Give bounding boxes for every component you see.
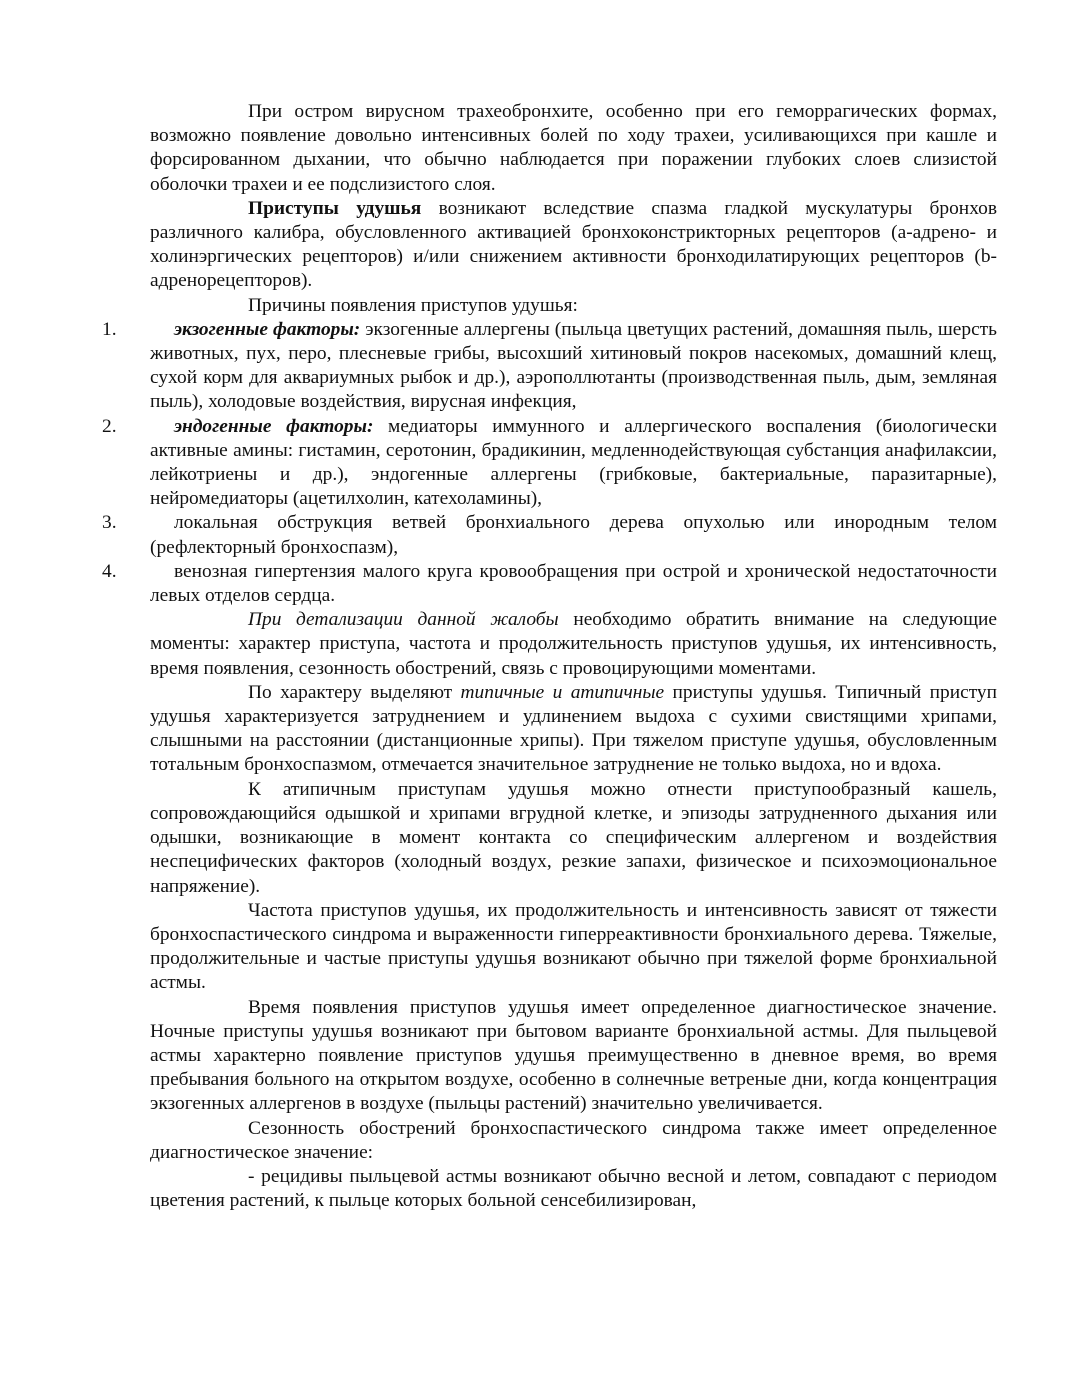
paragraph-complaint-details	[150, 608, 997, 681]
paragraph-causes-heading: Причины появления приступов удушья:	[248, 294, 578, 316]
list-item-text: венозная гипертензия малого круга кровообращения при острой и хронической недостаточности левых отделов сердца.	[150, 560, 997, 607]
paragraph-asthma-attacks-text: возникают вследствие спазма гладкой мускулатуры бронхов различного калибра, обусловленного активацией бронхоконстрикторных рецепторов (а-адрено- и холинэргических рецепторов) и/или снижением активности бронходилатирующих рецепторов (b-адренорецепторов).	[150, 197, 997, 292]
list-item-text: локальная обструкция ветвей бронхиального дерева опухолью или инородным телом (рефлекторный бронхоспазм),	[150, 512, 997, 558]
list-item	[102, 318, 997, 415]
term-asthma-attacks: Приступы удушья	[248, 197, 422, 219]
list-item-text: экзогенные аллергены (пыльца цветущих растений, домашняя пыль, шерсть животных, пух, перо, плесневые грибы, высохший хитиновый покров насекомых, домашний клещ, сухой корм для аквариумных рыбок и др.), аэрополлютанты (производственная пыль, дым, земляная пыль), холодовые воздействия, вирусная инфекция,	[150, 318, 997, 413]
list-item-number: 3.	[102, 512, 117, 534]
paragraph-attack-frequency: Частота приступов удушья, их продолжительность и интенсивность зависят от тяжести бронхоспастического синдрома и выраженности гиперреактивности бронхиального дерева. Тяжелые, продолжительные и частые приступы удушья возникают обычно при тяжелой форме бронхиальной астмы.	[150, 899, 997, 994]
list-item-number: 4.	[102, 560, 117, 582]
list-item	[102, 511, 997, 559]
causes-list	[102, 318, 997, 608]
list-item-number: 2.	[102, 415, 117, 437]
paragraph-tracheobronchitis: При остром вирусном трахеобронхите, особенно при его геморрагических формах, возможно появление довольно интенсивных болей по ходу трахеи, усиливающихся при кашле и форсированном дыхании, что обычно наблюдается при поражении глубоких слоев слизистой оболочки трахеи и ее подслизистого слоя.	[150, 101, 997, 195]
paragraph-seasonality: Сезонность обострений бронхоспастического синдрома также имеет определенное диагностическое значение:	[150, 1117, 997, 1163]
list-item	[102, 415, 997, 512]
paragraph-attack-character-text: приступы удушья. Типичный приступ удушья характеризуется затруднением и удлинением выдоха с сухими свистящими хрипами, слышными на расстоянии (дистанционные хрипы). При тяжелом приступе удушья, обусловленным тотальным бронхоспазмом, отмечается значительное затруднение не только выдоха, но и вдоха.	[150, 681, 997, 776]
list-item-lead: эндогенные факторы:	[174, 415, 374, 437]
list-item	[102, 560, 997, 608]
emphasis-complaint-details: При детализации данной жалобы	[248, 609, 559, 631]
paragraph-atypical-attacks: К атипичным приступам удушья можно отнести приступообразный кашель, сопровождающийся одышкой и хрипами вгрудной клетке, и эпизоды затрудненного дыхания или одышки, возникающие в момент контакта со специфическим аллергеном и воздействия неспецифических факторов (холодный воздух, резкие запахи, физическое и психоэмоциональное напряжение).	[150, 778, 997, 897]
paragraph-attack-time: Время появления приступов удушья имеет определенное диагностическое значение. Ночные приступы удушья возникают при бытовом варианте бронхиальной астмы. Для пыльцевой астмы характерно появление приступов удушья преимущественно в дневное время, во время пребывания больного на открытом воздухе, особенно в солнечные ветреные дни, когда концентрация экзогенных аллергенов в воздухе (пыльцы растений) значительно увеличивается.	[150, 996, 997, 1115]
paragraph-pollen-relapses: - рецидивы пыльцевой астмы возникают обычно весной и летом, совпадают с периодом цветения растений, к пыльце которых больной сенсебилизирован,	[150, 1165, 997, 1212]
paragraph-attack-character	[150, 681, 997, 778]
paragraph-attack-character-start: По характеру выделяют	[248, 681, 461, 703]
list-item-number: 1.	[102, 318, 117, 340]
document-page	[102, 100, 997, 1213]
list-item-text: медиаторы иммунного и аллергического воспаления (биологически активные амины: гистамин, серотонин, брадикинин, медленнодействующая субстанция анафилаксии, лейкотриены и др.), эндогенные аллергены (грибковые, бактериальные, паразитарные), нейромедиаторы (ацетилхолин, катехоламины),	[150, 415, 997, 510]
paragraph-asthma-attacks	[150, 197, 997, 294]
emphasis-typical-atypical: типичные и атипичные	[460, 681, 665, 703]
paragraph-complaint-details-text: необходимо обратить внимание на следующие моменты: характер приступа, частота и продолжительность приступов удушья, их интенсивность, время появления, сезонность обострений, связь с провоцирующими моментами.	[150, 609, 997, 679]
list-item-lead: экзогенные факторы:	[174, 318, 361, 340]
